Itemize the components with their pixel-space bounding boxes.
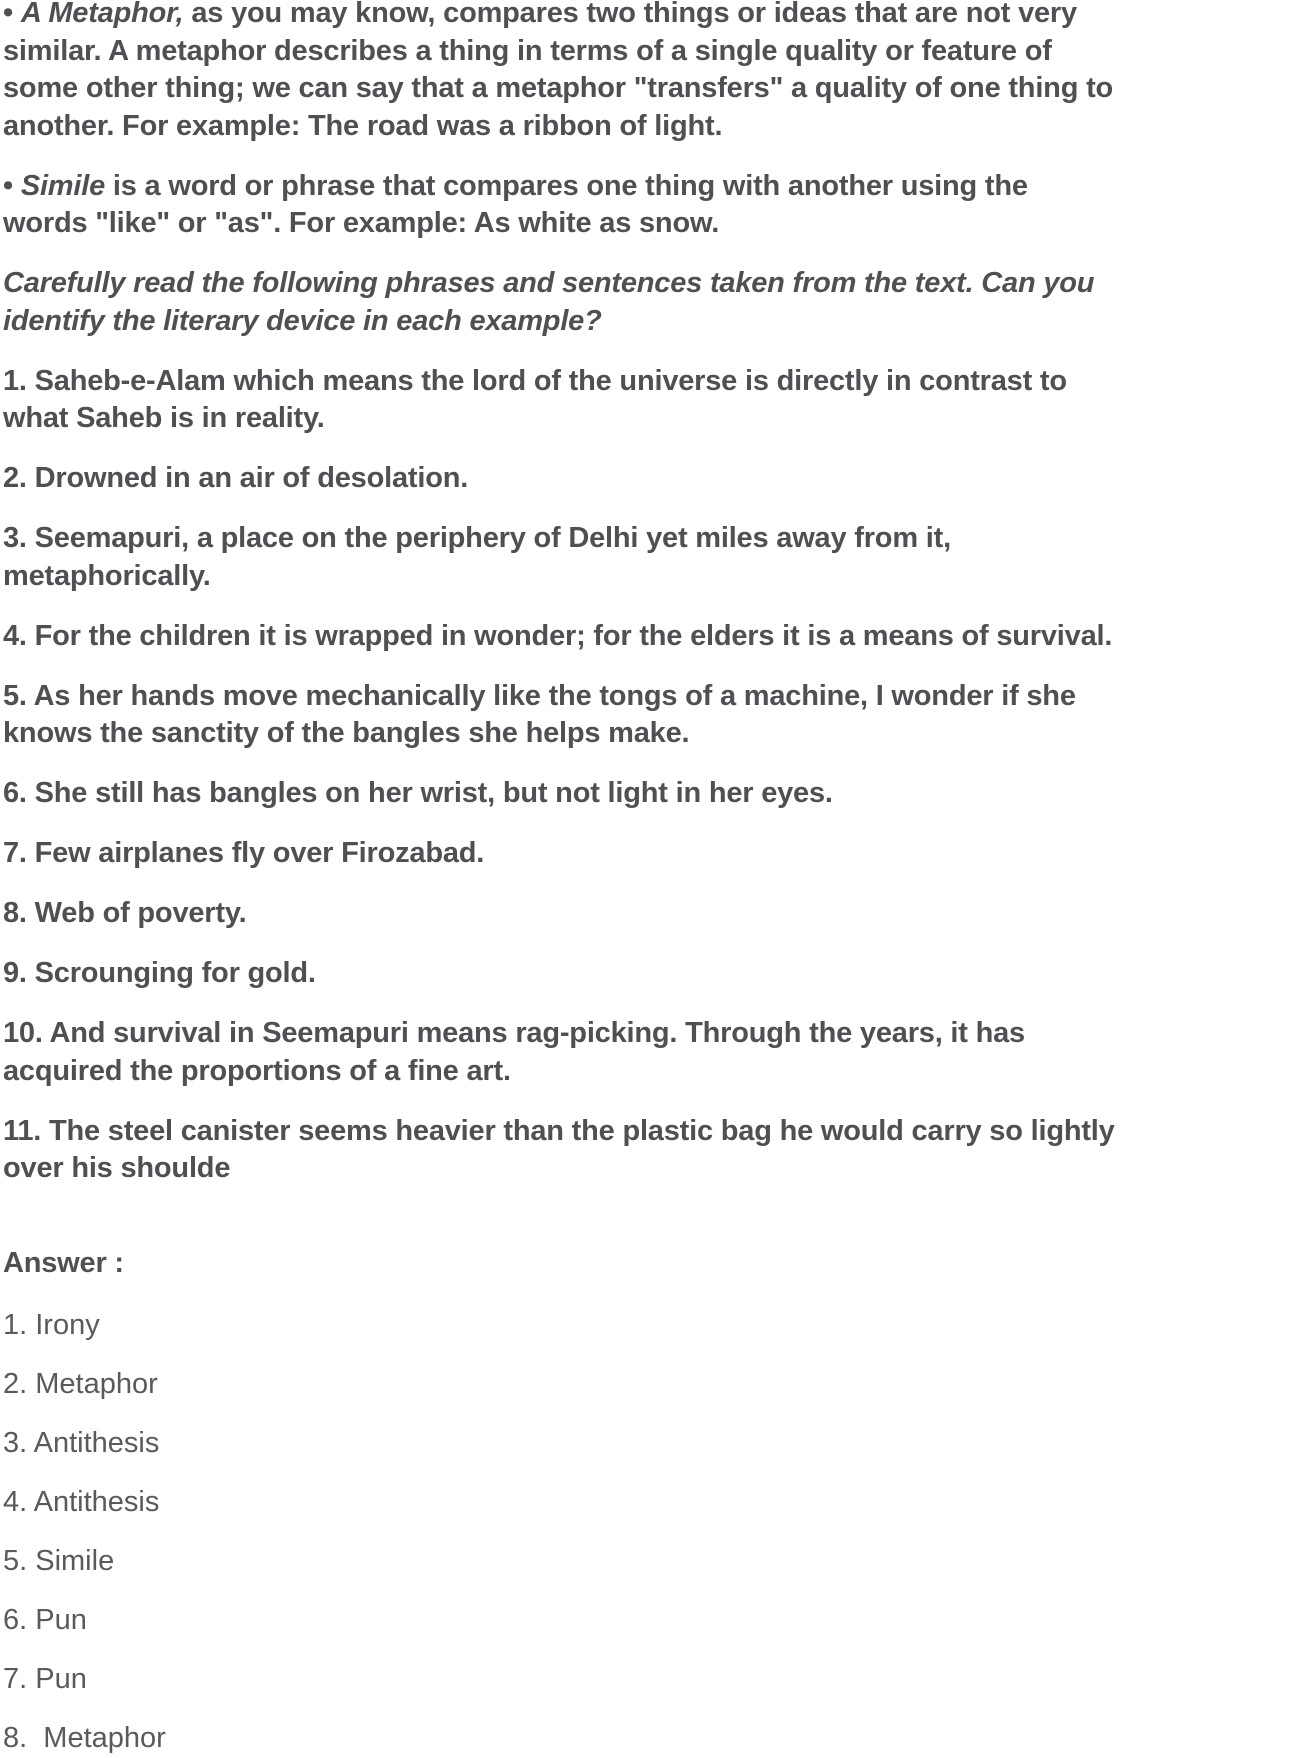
- answer-item: 7. Pun: [3, 1663, 87, 1695]
- bullet-icon: •: [3, 0, 21, 29]
- metaphor-definition-line-4: another. For example: The road was a ribbon of light.: [3, 109, 723, 142]
- answer-item: 6. Pun: [3, 1604, 87, 1636]
- question-item: 3. Seemapuri, a place on the periphery of Delhi yet miles away from it, metaphorically.: [3, 522, 951, 592]
- question-item: 8. Web of poverty.: [3, 897, 247, 929]
- metaphor-definition-line-1: [3, 0, 1295, 33]
- question-item: 9. Scrounging for gold.: [3, 957, 316, 989]
- answer-item: 5. Simile: [3, 1545, 115, 1577]
- question-item: 1. Saheb-e-Alam which means the lord of the universe is directly in contrast to what Saheb is in reality.: [3, 364, 1067, 434]
- question-item: 11. The steel canister seems heavier than the plastic bag he would carry so lightly over his shoulde: [3, 1114, 1115, 1184]
- question-item: 10. And survival in Seemapuri means rag-picking. Through the years, it has acquired the proportions of a fine art.: [3, 1017, 1025, 1087]
- answers-heading: Answer :: [3, 1246, 124, 1279]
- answer-item: 8. Metaphor: [3, 1722, 166, 1754]
- answer-item: 2. Metaphor: [3, 1368, 158, 1400]
- answer-item: 1. Irony: [3, 1309, 100, 1341]
- exercise-instruction-line-1: Carefully read the following phrases and sentences taken from the text. Can you: [3, 267, 1095, 299]
- metaphor-definition-line-3: some other thing; we can say that a metaphor "transfers" a quality of one thing to: [3, 72, 1114, 104]
- metaphor-line1-rest: as you may know, compares two things or ideas that are not very: [183, 0, 1077, 29]
- metaphor-definition: [3, 0, 1295, 145]
- simile-term: Simile: [20, 169, 106, 202]
- simile-definition-line-2: words "like" or "as". For example: As white as snow.: [3, 207, 720, 239]
- answer-item: 3. Antithesis: [3, 1427, 160, 1459]
- simile-definition-line-1: [3, 168, 1295, 206]
- metaphor-term: A Metaphor,: [20, 0, 184, 29]
- simile-line1-rest: is a word or phrase that compares one thing with another using the: [105, 169, 1028, 202]
- question-item: 2. Drowned in an air of desolation.: [3, 462, 469, 494]
- simile-definition: [3, 168, 1295, 243]
- question-item: 5. As her hands move mechanically like the tongs of a machine, I wonder if she knows the sanctity of the bangles she helps make.: [3, 679, 1076, 749]
- exercise-instruction-line-2: identify the literary device in each example?: [3, 304, 602, 337]
- bullet-icon: •: [3, 169, 21, 202]
- question-item: 7. Few airplanes fly over Firozabad.: [3, 837, 485, 869]
- answer-item: 4. Antithesis: [3, 1486, 160, 1518]
- exercise-instruction: [3, 265, 1295, 340]
- metaphor-definition-line-2: similar. A metaphor describes a thing in terms of a single quality or feature of: [3, 34, 1052, 67]
- question-item: 4. For the children it is wrapped in wonder; for the elders it is a means of survival.: [3, 619, 1113, 652]
- question-item: 6. She still has bangles on her wrist, but not light in her eyes.: [3, 777, 833, 809]
